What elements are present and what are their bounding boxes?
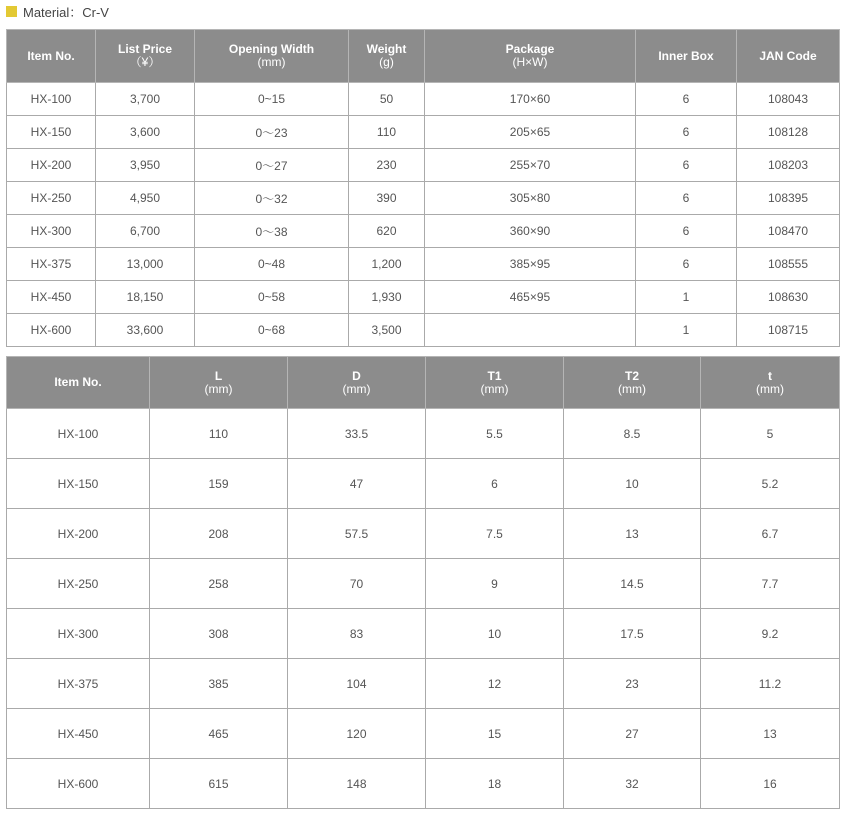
package-cell: 170×60 — [425, 83, 636, 116]
t2-cell: 13 — [564, 509, 701, 559]
weight-cell: 3,500 — [349, 314, 425, 347]
opening-width-cell: 0~58 — [195, 281, 349, 314]
list-price-cell: 33,600 — [96, 314, 195, 347]
weight-cell: 620 — [349, 215, 425, 248]
length-cell: 159 — [150, 459, 288, 509]
list-price-cell: 3,700 — [96, 83, 195, 116]
table-row — [7, 409, 840, 459]
t1-cell: 6 — [426, 459, 564, 509]
header-depth: D (mm) — [288, 357, 426, 409]
table-row — [7, 116, 840, 149]
opening-width-cell: 0〜23 — [195, 116, 349, 149]
depth-cell: 120 — [288, 709, 426, 759]
depth-cell: 33.5 — [288, 409, 426, 459]
t1-cell: 10 — [426, 609, 564, 659]
jan-code-cell: 108043 — [737, 83, 840, 116]
material-note — [6, 2, 109, 20]
package-cell: 465×95 — [425, 281, 636, 314]
table-row — [7, 509, 840, 559]
package-cell: 255×70 — [425, 149, 636, 182]
header-inner-box: Inner Box — [636, 30, 737, 83]
package-cell: 205×65 — [425, 116, 636, 149]
spec-table-header-row — [7, 30, 840, 83]
depth-cell: 47 — [288, 459, 426, 509]
length-cell: 308 — [150, 609, 288, 659]
weight-cell: 390 — [349, 182, 425, 215]
table-row — [7, 659, 840, 709]
header-list-price: List Price （¥） — [96, 30, 195, 83]
dimension-table — [6, 356, 840, 809]
jan-code-cell: 108555 — [737, 248, 840, 281]
list-price-cell: 13,000 — [96, 248, 195, 281]
t2-cell: 23 — [564, 659, 701, 709]
thickness-cell: 6.7 — [701, 509, 840, 559]
list-price-cell: 6,700 — [96, 215, 195, 248]
opening-width-cell: 0~15 — [195, 83, 349, 116]
inner-box-cell: 6 — [636, 116, 737, 149]
header-item-no: Item No. — [7, 357, 150, 409]
list-price-cell: 18,150 — [96, 281, 195, 314]
dimension-table-header-row — [7, 357, 840, 409]
weight-cell: 230 — [349, 149, 425, 182]
weight-cell: 110 — [349, 116, 425, 149]
t1-cell: 9 — [426, 559, 564, 609]
item-no-cell: HX-250 — [7, 559, 150, 609]
item-no-cell: HX-200 — [7, 509, 150, 559]
table-row — [7, 609, 840, 659]
opening-width-cell: 0~68 — [195, 314, 349, 347]
opening-width-cell: 0〜27 — [195, 149, 349, 182]
header-length: L (mm) — [150, 357, 288, 409]
header-t1: T1 (mm) — [426, 357, 564, 409]
table-row — [7, 149, 840, 182]
item-no-cell: HX-100 — [7, 83, 96, 116]
length-cell: 615 — [150, 759, 288, 809]
header-opening-width: Opening Width (mm) — [195, 30, 349, 83]
jan-code-cell: 108203 — [737, 149, 840, 182]
package-cell: 385×95 — [425, 248, 636, 281]
item-no-cell: HX-375 — [7, 248, 96, 281]
header-item-no: Item No. — [7, 30, 96, 83]
list-price-cell: 4,950 — [96, 182, 195, 215]
depth-cell: 104 — [288, 659, 426, 709]
depth-cell: 83 — [288, 609, 426, 659]
item-no-cell: HX-300 — [7, 609, 150, 659]
table-row — [7, 759, 840, 809]
thickness-cell: 9.2 — [701, 609, 840, 659]
t1-cell: 18 — [426, 759, 564, 809]
item-no-cell: HX-450 — [7, 281, 96, 314]
table-row — [7, 709, 840, 759]
t2-cell: 17.5 — [564, 609, 701, 659]
item-no-cell: HX-300 — [7, 215, 96, 248]
depth-cell: 70 — [288, 559, 426, 609]
inner-box-cell: 6 — [636, 215, 737, 248]
item-no-cell: HX-250 — [7, 182, 96, 215]
thickness-cell: 5 — [701, 409, 840, 459]
thickness-cell: 5.2 — [701, 459, 840, 509]
jan-code-cell: 108128 — [737, 116, 840, 149]
package-cell: 360×90 — [425, 215, 636, 248]
length-cell: 385 — [150, 659, 288, 709]
jan-code-cell: 108715 — [737, 314, 840, 347]
thickness-cell: 16 — [701, 759, 840, 809]
table-row — [7, 559, 840, 609]
length-cell: 258 — [150, 559, 288, 609]
item-no-cell: HX-375 — [7, 659, 150, 709]
package-cell — [425, 314, 636, 347]
table-row — [7, 182, 840, 215]
item-no-cell: HX-100 — [7, 409, 150, 459]
length-cell: 110 — [150, 409, 288, 459]
weight-cell: 1,200 — [349, 248, 425, 281]
jan-code-cell: 108630 — [737, 281, 840, 314]
t1-cell: 12 — [426, 659, 564, 709]
header-jan-code: JAN Code — [737, 30, 840, 83]
t1-cell: 7.5 — [426, 509, 564, 559]
opening-width-cell: 0〜38 — [195, 215, 349, 248]
t1-cell: 5.5 — [426, 409, 564, 459]
jan-code-cell: 108395 — [737, 182, 840, 215]
inner-box-cell: 6 — [636, 149, 737, 182]
inner-box-cell: 6 — [636, 248, 737, 281]
t2-cell: 27 — [564, 709, 701, 759]
thickness-cell: 7.7 — [701, 559, 840, 609]
item-no-cell: HX-600 — [7, 759, 150, 809]
opening-width-cell: 0~48 — [195, 248, 349, 281]
thickness-cell: 13 — [701, 709, 840, 759]
t2-cell: 32 — [564, 759, 701, 809]
list-price-cell: 3,950 — [96, 149, 195, 182]
thickness-cell: 11.2 — [701, 659, 840, 709]
weight-cell: 1,930 — [349, 281, 425, 314]
jan-code-cell: 108470 — [737, 215, 840, 248]
table-row — [7, 248, 840, 281]
inner-box-cell: 6 — [636, 182, 737, 215]
yellow-square-icon — [6, 6, 17, 17]
table-row — [7, 83, 840, 116]
t1-cell: 15 — [426, 709, 564, 759]
table-row — [7, 459, 840, 509]
package-cell: 305×80 — [425, 182, 636, 215]
table-row — [7, 314, 840, 347]
item-no-cell: HX-150 — [7, 459, 150, 509]
material-label: Material：Cr-V — [23, 4, 109, 20]
inner-box-cell: 1 — [636, 314, 737, 347]
item-no-cell: HX-150 — [7, 116, 96, 149]
inner-box-cell: 6 — [636, 83, 737, 116]
header-thickness: t (mm) — [701, 357, 840, 409]
depth-cell: 57.5 — [288, 509, 426, 559]
item-no-cell: HX-450 — [7, 709, 150, 759]
opening-width-cell: 0〜32 — [195, 182, 349, 215]
header-t2: T2 (mm) — [564, 357, 701, 409]
weight-cell: 50 — [349, 83, 425, 116]
list-price-cell: 3,600 — [96, 116, 195, 149]
table-row — [7, 215, 840, 248]
depth-cell: 148 — [288, 759, 426, 809]
item-no-cell: HX-600 — [7, 314, 96, 347]
inner-box-cell: 1 — [636, 281, 737, 314]
header-weight: Weight (g) — [349, 30, 425, 83]
t2-cell: 10 — [564, 459, 701, 509]
t2-cell: 8.5 — [564, 409, 701, 459]
header-package: Package (H×W) — [425, 30, 636, 83]
length-cell: 208 — [150, 509, 288, 559]
item-no-cell: HX-200 — [7, 149, 96, 182]
length-cell: 465 — [150, 709, 288, 759]
t2-cell: 14.5 — [564, 559, 701, 609]
table-row — [7, 281, 840, 314]
spec-table — [6, 29, 840, 347]
